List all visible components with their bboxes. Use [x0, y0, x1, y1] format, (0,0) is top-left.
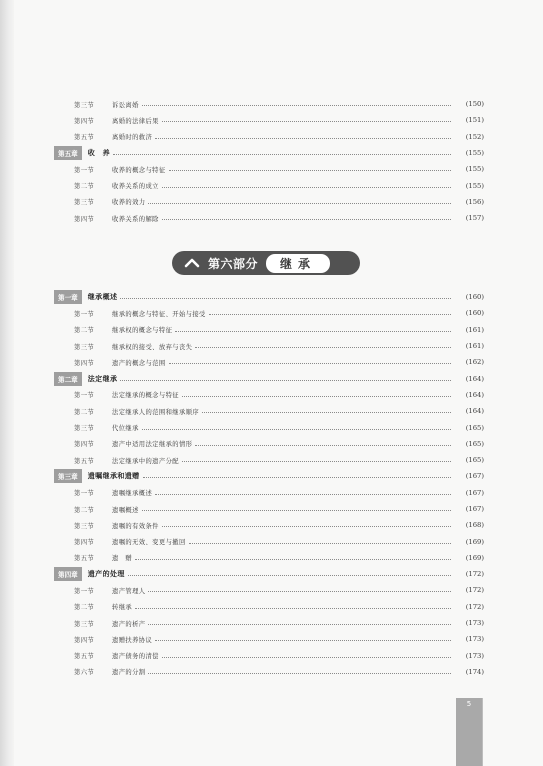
dot-leader [162, 656, 451, 658]
chapter-title: 遗嘱继承和遗赠 [87, 472, 140, 481]
page-ref: (169) [465, 537, 484, 546]
section-title: 遗嘱的无效、变更与撤回 [112, 539, 186, 547]
toc-section-row[interactable] [54, 501, 484, 517]
page-ref: (150) [465, 100, 484, 109]
section-title: 代位继承 [112, 425, 139, 433]
chapter-title: 收 养 [87, 149, 110, 158]
page-ref: (173) [465, 651, 484, 660]
page-ref: (173) [465, 619, 484, 628]
section-number: 第四节 [74, 441, 95, 449]
section-number: 第四节 [74, 359, 95, 367]
page-ref: (174) [465, 667, 484, 676]
book-spine-shadow [0, 0, 14, 766]
dot-leader [148, 590, 451, 592]
dot-leader [143, 476, 451, 478]
section-title: 收养的效力 [112, 199, 146, 207]
page-ref: (169) [465, 553, 484, 562]
page-ref: (161) [465, 342, 484, 351]
dot-leader [155, 137, 451, 139]
page-ref: (167) [465, 472, 484, 481]
page-ref: (157) [465, 214, 484, 223]
toc-section-row[interactable] [54, 648, 484, 664]
dot-leader [169, 169, 451, 171]
section-number: 第一节 [74, 490, 95, 498]
toc-section-row[interactable] [54, 161, 484, 177]
dot-leader [162, 525, 451, 527]
section-number: 第四节 [74, 117, 95, 125]
section-title: 遗嘱概述 [112, 506, 139, 514]
section-number: 第五节 [74, 555, 95, 563]
page-ref: (168) [465, 521, 484, 530]
section-number: 第四节 [74, 636, 95, 644]
page-ref: (155) [465, 149, 484, 158]
toc-section-row[interactable] [54, 305, 484, 321]
section-title: 收养的概念与特征 [112, 166, 166, 174]
dot-leader [120, 379, 451, 381]
section-title: 诉讼离婚 [112, 101, 139, 109]
dot-leader [195, 346, 451, 348]
chapter-number: 第一章 [54, 290, 82, 304]
section-number: 第五节 [74, 457, 95, 465]
page-ref: (155) [465, 181, 484, 190]
dot-leader [142, 104, 451, 106]
toc-section-row[interactable] [54, 452, 484, 468]
toc-section-row[interactable] [54, 112, 484, 128]
chapter-number: 第五章 [54, 146, 82, 160]
section-number: 第二节 [74, 604, 95, 612]
dot-leader [162, 218, 451, 220]
page-ref: (164) [465, 407, 484, 416]
page-ref: (172) [465, 586, 484, 595]
section-number: 第一节 [74, 392, 95, 400]
section-number: 第三节 [74, 343, 95, 351]
chapter-number: 第三章 [54, 469, 82, 483]
toc-section-row[interactable] [54, 210, 484, 226]
toc-section-row[interactable] [54, 582, 484, 598]
section-title: 遗 赠 [112, 555, 133, 563]
section-title: 遗产中适用法定继承的情形 [112, 441, 193, 449]
section-title: 遗产的概念与范围 [112, 359, 166, 367]
section-title: 继承的概念与特征、开始与接受 [112, 310, 206, 318]
dot-leader [195, 444, 451, 446]
section-number: 第一节 [74, 587, 95, 595]
page-ref: (164) [465, 374, 484, 383]
dot-leader [135, 607, 451, 609]
page-ref: (164) [465, 390, 484, 399]
dot-leader [128, 574, 451, 576]
toc-section-row[interactable] [54, 177, 484, 193]
toc-section-row[interactable] [54, 436, 484, 452]
toc-section-row[interactable] [54, 403, 484, 419]
page-ref: (172) [465, 602, 484, 611]
toc-section-row[interactable] [54, 550, 484, 566]
page-ref: (155) [465, 165, 484, 174]
section-number: 第五节 [74, 653, 95, 661]
chapter-title: 遗产的处理 [87, 570, 125, 579]
dot-leader [175, 330, 451, 332]
page-ref: (151) [465, 116, 484, 125]
toc-chapter-row[interactable] [54, 370, 484, 386]
toc-section-row[interactable] [54, 485, 484, 501]
dot-leader [148, 623, 451, 625]
section-title: 遗赠扶养协议 [112, 636, 153, 644]
page-ref: (160) [465, 293, 484, 302]
page-ref: (156) [465, 197, 484, 206]
page-ref: (162) [465, 358, 484, 367]
dot-leader [182, 460, 451, 462]
toc-section-row[interactable] [54, 517, 484, 533]
chevron-up-icon [182, 253, 202, 273]
section-number: 第四节 [74, 539, 95, 547]
chapter-title: 法定继承 [87, 374, 118, 383]
page-ref: (167) [465, 505, 484, 513]
toc-chapter-row[interactable] [54, 468, 484, 484]
chapter-number: 第二章 [54, 372, 82, 386]
section-title: 法定继承中的遗产分配 [112, 457, 179, 465]
toc-section-row[interactable] [54, 664, 484, 680]
section-number: 第二节 [74, 183, 95, 191]
page-ref: (160) [465, 309, 484, 318]
page-ref: (152) [465, 132, 484, 141]
dot-leader [189, 542, 451, 544]
section-number: 第二节 [74, 327, 95, 335]
section-title: 继承权的概念与特征 [112, 327, 173, 335]
toc-section-row[interactable] [54, 615, 484, 631]
toc-section-row[interactable] [54, 322, 484, 338]
section-title: 遗嘱继承概述 [112, 490, 153, 498]
page-ref: (173) [465, 635, 484, 644]
toc-section-row[interactable] [54, 631, 484, 647]
section-title: 收养关系的解除 [112, 215, 159, 223]
section-number: 第一节 [74, 166, 95, 174]
toc-section-row[interactable] [54, 338, 484, 354]
toc-section-row[interactable] [54, 194, 484, 210]
section-title: 离婚的法律后果 [112, 117, 159, 125]
toc-chapter-row[interactable] [54, 566, 484, 582]
dot-leader [209, 313, 451, 315]
part-label: 第六部分 [208, 256, 259, 271]
page-ref: (167) [465, 488, 484, 497]
section-title: 转继承 [112, 604, 133, 612]
section-title: 遗产管理人 [112, 587, 146, 595]
toc-chapter-row[interactable] [54, 289, 484, 305]
section-title: 遗嘱的有效条件 [112, 522, 159, 530]
page-ref: (172) [465, 570, 484, 579]
section-number: 第三节 [74, 199, 95, 207]
dot-leader [113, 153, 451, 155]
toc-chapter-row[interactable] [54, 145, 484, 161]
toc-section-row[interactable] [54, 533, 484, 549]
section-title: 遗产债务的清偿 [112, 653, 159, 661]
dot-leader [202, 411, 451, 413]
chapter-title: 继承概述 [87, 293, 118, 302]
dot-leader [148, 202, 451, 204]
dot-leader [162, 186, 451, 188]
dot-leader [169, 362, 451, 364]
section-number: 第二节 [74, 506, 95, 514]
page-edge-line [482, 698, 483, 766]
section-title: 遗产的分割 [112, 669, 146, 677]
toc-section-row[interactable] [54, 599, 484, 615]
dot-leader [120, 297, 451, 299]
page-number: 5 [466, 700, 472, 708]
toc-section-row[interactable] [54, 96, 484, 112]
part-banner [172, 251, 360, 275]
dot-leader [155, 639, 451, 641]
part-name: 继承 [266, 254, 330, 273]
toc-section-row[interactable] [54, 129, 484, 145]
section-number: 第一节 [74, 310, 95, 318]
section-title: 遗产的析产 [112, 620, 146, 628]
toc-section-row[interactable] [54, 419, 484, 435]
toc-section-row[interactable] [54, 354, 484, 370]
section-number: 第二节 [74, 408, 95, 416]
section-number: 第六节 [74, 669, 95, 677]
dot-leader [155, 493, 451, 495]
section-title: 离婚时的救济 [112, 134, 153, 142]
toc-list-bottom [54, 289, 484, 680]
section-title: 收养关系的成立 [112, 183, 159, 191]
chapter-number: 第四章 [54, 567, 82, 581]
dot-leader [148, 672, 451, 674]
section-number: 第三节 [74, 620, 95, 628]
section-title: 继承权的接受、放弃与丧失 [112, 343, 193, 351]
toc-section-row[interactable] [54, 387, 484, 403]
toc-list-top [54, 96, 484, 226]
dot-leader [182, 395, 451, 397]
section-title: 法定继承人的范围和继承顺序 [112, 408, 200, 416]
section-title: 法定继承的概念与特征 [112, 392, 179, 400]
section-number: 第四节 [74, 215, 95, 223]
page-ref: (165) [465, 423, 484, 432]
dot-leader [162, 120, 451, 122]
dot-leader [142, 428, 451, 430]
section-number: 第三节 [74, 101, 95, 109]
dot-leader [135, 558, 451, 560]
dot-leader [142, 509, 451, 511]
page-ref: (165) [465, 456, 484, 465]
section-number: 第三节 [74, 522, 95, 530]
section-number: 第三节 [74, 425, 95, 433]
page-ref: (161) [465, 325, 484, 334]
page-ref: (165) [465, 439, 484, 448]
section-number: 第五节 [74, 134, 95, 142]
page-tab [456, 698, 482, 766]
